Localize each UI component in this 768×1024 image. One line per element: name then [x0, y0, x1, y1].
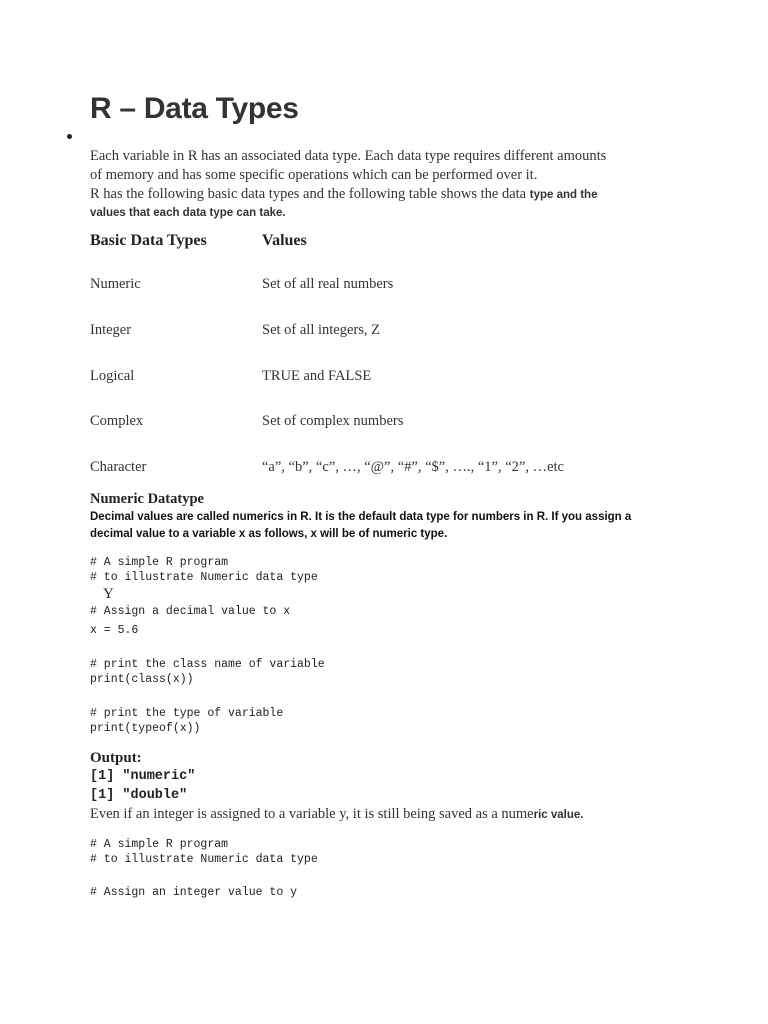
code-line: # Assign an integer value to y [90, 886, 298, 899]
table-cell-type: Integer [90, 322, 132, 338]
code-line: print(typeof(x)) [90, 722, 201, 735]
output-label: Output: [90, 750, 142, 766]
numeric-description-line-1: Decimal values are called numerics in R. It is the default data type for numbers in R. If you assign a [90, 511, 632, 523]
table-cell-type: Complex [90, 413, 144, 429]
numeric-description-line-2: decimal value to a variable x as follows, x will be of numeric type. [90, 528, 448, 540]
numeric-datatype-heading: Numeric Datatype [90, 491, 204, 507]
output-line: [1] "double" [90, 788, 188, 803]
table-cell-value: Set of complex numbers [262, 413, 404, 429]
code-line: # print the type of variable [90, 707, 284, 720]
code-line: # A simple R program [90, 556, 229, 569]
table-cell-type: Numeric [90, 276, 141, 292]
bullet-dot [67, 134, 72, 139]
intro-paragraph [90, 147, 690, 223]
output-line: [1] "numeric" [90, 769, 196, 784]
code-line: print(class(x)) [90, 673, 194, 686]
code-line: # Assign a decimal value to x [90, 605, 291, 618]
text-cursor-glyph: Y [103, 586, 114, 602]
page-title: R – Data Types [90, 92, 299, 125]
integer-note [90, 806, 583, 823]
table-header-types: Basic Data Types [90, 232, 207, 249]
table-cell-type: Character [90, 459, 147, 475]
table-cell-value: Set of all integers, Z [262, 322, 380, 338]
table-header-values: Values [262, 232, 307, 249]
code-line: # print the class name of variable [90, 658, 325, 671]
code-line: # A simple R program [90, 838, 229, 851]
table-cell-type: Logical [90, 368, 135, 384]
intro-line-1: Each variable in R has an associated data type. Each data type requires different amounts [90, 148, 607, 164]
integer-note-bold: ric value. [533, 809, 584, 821]
table-cell-value: TRUE and FALSE [262, 368, 372, 384]
intro-line-3-bold: type and the [529, 189, 598, 201]
table-cell-value: “a”, “b”, “c”, …, “@”, “#”, “$”, …., “1”, “2”, …etc [262, 459, 564, 475]
integer-note-text: Even if an integer is assigned to a variable y, it is still being saved as a nume [90, 806, 534, 822]
code-line: # to illustrate Numeric data type [90, 853, 318, 866]
intro-line-4-bold: values that each data type can take. [90, 207, 286, 219]
intro-line-2: of memory and has some specific operations which can be performed over it. [90, 167, 538, 183]
code-line: x = 5.6 [90, 624, 139, 637]
table-cell-value: Set of all real numbers [262, 276, 394, 292]
numeric-description [90, 509, 660, 543]
code-line: # to illustrate Numeric data type [90, 571, 318, 584]
intro-line-3: R has the following basic data types and the following table shows the data [90, 186, 530, 202]
